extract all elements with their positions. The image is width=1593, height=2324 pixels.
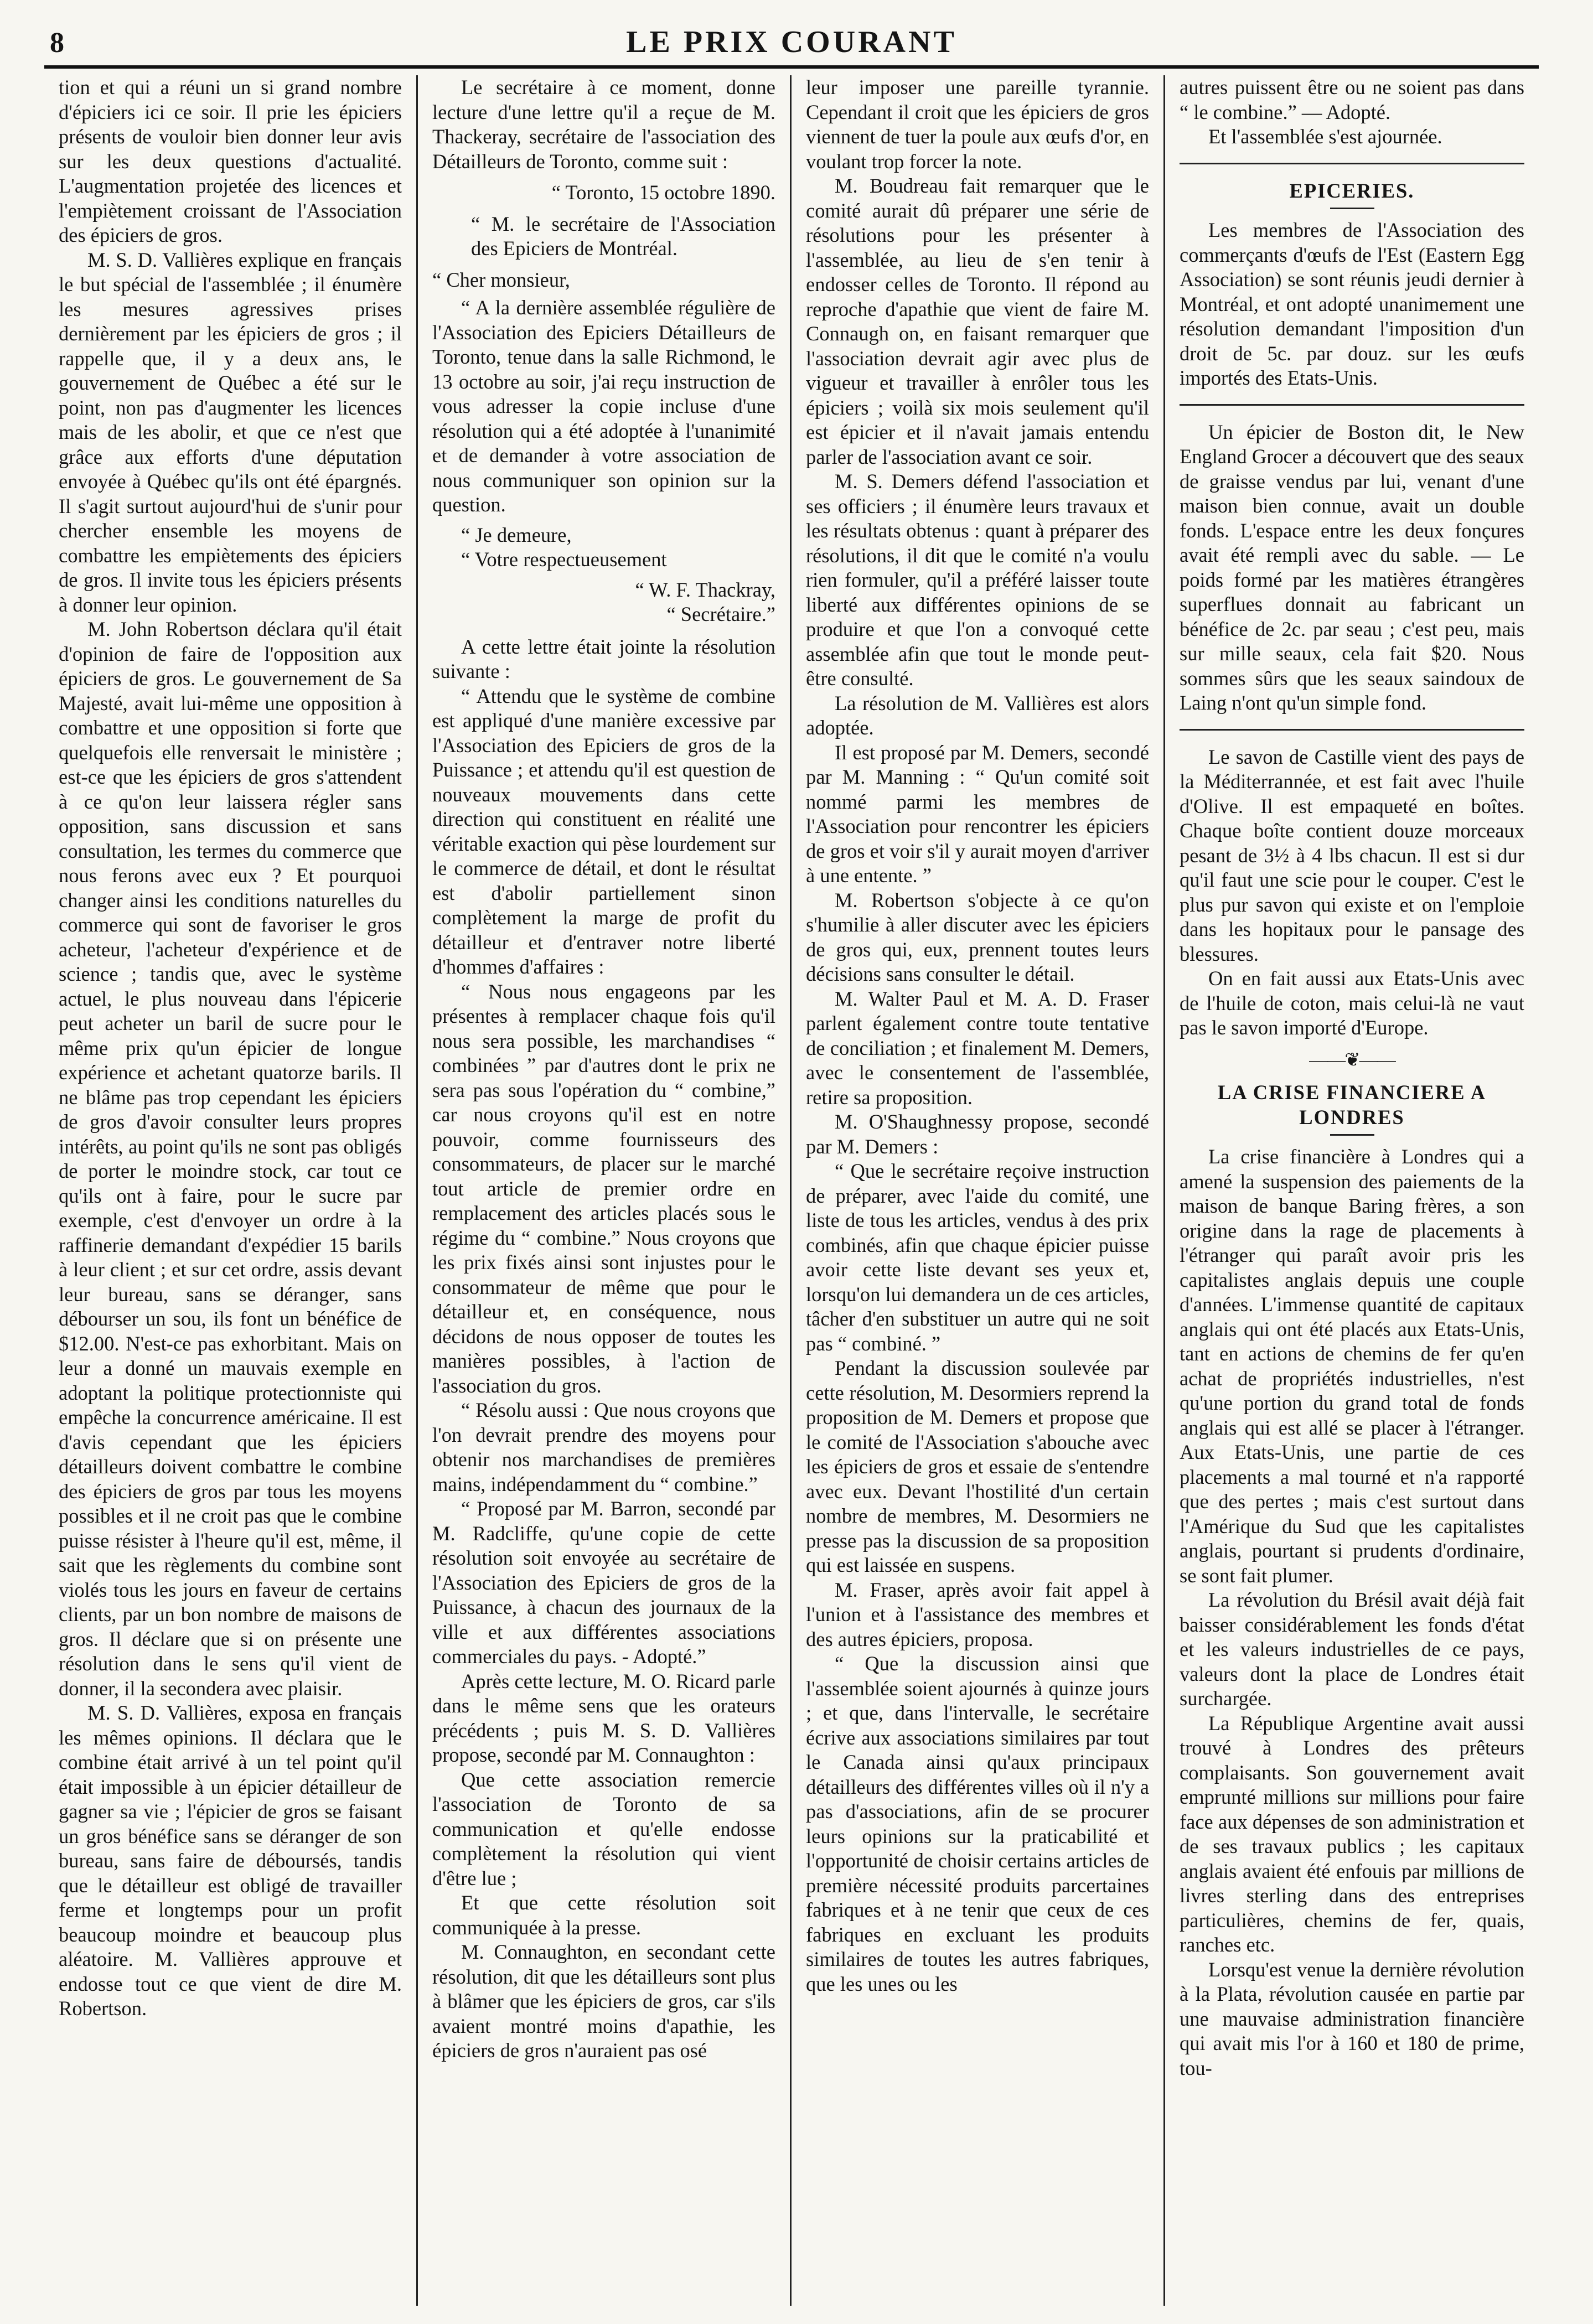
paragraph: Le savon de Castille vient des pays de la Méditerrannée, et est fait avec l'huile d'Olive. Il est empaqueté en boîtes. Chaque boîte contient douze morceaux pesant de 3½ à 4 lbs chacun. Il est si dur qu'il faut une scie pour le couper. C'est le plus pur savon qui existe et on l'emploie dans les hopitaux pour le pansage des blessures. xyxy=(1180,745,1524,965)
paragraph: “ Proposé par M. Barron, secondé par M. Radcliffe, qu'une copie de cette résolution soit envoyée au secrétaire de l'Association des Epiciers de gros de la Puissance, à chacun des journaux de la ville et aux différentes associations commerciales du pays. - Adopté.” xyxy=(432,1497,775,1668)
paragraph: On en fait aussi aux Etats-Unis avec de l'huile de coton, mais celui-là ne vaut pas le savon importé d'Europe. xyxy=(1180,967,1524,1039)
paragraph: autres puissent être ou ne soient pas dans “ le combine.” — Adopté. xyxy=(1180,76,1524,123)
paragraph: Lorsqu'est venue la dernière révolution à la Plata, révolution causée en partie par une mauvaise administration financière qui avait mis l'or à 160 et 180 de prime, tou- xyxy=(1180,1958,1524,2079)
column-3 xyxy=(792,75,1165,2306)
paragraph: M. Walter Paul et M. A. D. Fraser parlent également contre toute tentative de conciliation ; et finalement M. Demers, avec le consentement de l'assemblée, retire sa proposition. xyxy=(806,987,1149,1109)
paragraph: leur imposer une pareille tyrannie. Cependant il croit que les épiciers de gros viennent de tuer la poule aux œufs d'or, en voulant trop forcer la note. xyxy=(806,76,1149,173)
letter-body: “ A la dernière assemblée régulière de l'Association des Epiciers Détailleurs de Toronto, tenue dans la salle Richmond, le 13 octobre au soir, j'ai reçu instruction de vous adresser la copie incluse d'une résolution qui a été adoptée à l'unanimité et de demander à votre association de nous communiquer son opinion sur la question. xyxy=(432,296,775,516)
section-heading-crise: LA CRISE FINANCIERE A LONDRES xyxy=(1217,1081,1487,1129)
paragraph: M. Connaughton, en secondant cette résolution, dit que les détailleurs sont plus à blâmer que les épiciers de gros, car s'ils avaient montré moins d'apathie, les épiciers de gros n'auraient pas osé xyxy=(432,1940,775,2062)
ornament-divider: ——❦—— xyxy=(1309,1049,1395,1070)
letter-closing: “ Je demeure, xyxy=(461,523,572,546)
paragraph: “ Attendu que le système de combine est appliqué d'une manière excessive par l'Association des Epiciers de gros de la Puissance ; et attendu qu'il est question de nouveaux mouvements dans cette direction qui constituent en réalité une véritable exaction qui pèse lourdement sur le commerce de détail, et dont le résultat est d'abolir partiellement sinon complètement la marge de profit du détailleur et d'entraver notre liberté d'hommes d'affaires : xyxy=(432,684,775,978)
letter-closing: “ Votre respectueusement xyxy=(461,548,667,571)
paragraph: M. S. Demers défend l'association et ses officiers ; il énumère leurs travaux et les résultats obtenus : quant à préparer des résolutions, il dit que le comité n'a voulu rien formuler, qu'il a préféré laisser toute liberté aux différentes opinions de se produire et que l'on a convoqué cette assemblée afin que tout le monde peut-être consulté. xyxy=(806,470,1149,690)
paragraph: “ Résolu aussi : Que nous croyons que l'on devrait prendre des moyens pour obtenir nos marchandises de premières mains, indépendamment du “ combine.” xyxy=(432,1399,775,1495)
paragraph: Après cette lecture, M. O. Ricard parle dans le même sens que les orateurs précédents ; puis M. S. D. Vallières propose, secondé par M. Connaughton : xyxy=(432,1669,775,1766)
paragraph: La révolution du Brésil avait déjà fait baisser considérablement les fonds d'état et les valeurs industrielles de ce pays, valeurs dont la place de Londres était surchargée. xyxy=(1180,1588,1524,1710)
paragraph: Un épicier de Boston dit, le New England Grocer a découvert que des seaux de graisse vendus par lui, venant d'une maison bien connue, avait un double fonds. L'espace entre les deux fonçures avait été rempli avec du sable. — Le poids formé par les matières étrangères superflues donnait au fabricant un bénéfice de 2c. par seau ; c'est peu, mais sur mille seaux, cela fait $20. Nous sommes sûrs que les seaux saindoux de Laing n'ont qu'un simple fond. xyxy=(1180,420,1524,714)
letter-address: “ M. le secrétaire de l'Association des Epiciers de Montréal. xyxy=(471,212,775,260)
heading-rule xyxy=(1330,1134,1374,1136)
section-heading-epiceries: EPICERIES. xyxy=(1289,179,1415,202)
letter-signature-title: “ Secrétaire.” xyxy=(666,603,775,625)
paragraph: Et l'assemblée s'est ajournée. xyxy=(1208,125,1442,148)
masthead xyxy=(44,17,1539,61)
paragraph: M. Robertson s'objecte à ce qu'on s'humilie à aller discuter avec les épiciers de gros qui, eux, prennent toutes leurs décisions sans consulter le détail. xyxy=(806,888,1149,985)
column-1 xyxy=(44,75,418,2306)
paragraph: La République Argentine avait aussi trouvé à Londres des prêteurs complaisants. Son gouvernement avait emprunté millions sur millions pour faire face aux dépenses de son administration et de ses travaux publics ; les capitaux anglais avaient été enfouis par millions de livres sterling dans des entreprises particulières, chemins de fer, quais, ranches etc. xyxy=(1180,1711,1524,1956)
letter-dateline: “ Toronto, 15 octobre 1890. xyxy=(551,181,775,204)
paragraph: M. Fraser, après avoir fait appel à l'union et à l'assistance des membres et des autres épiciers, proposa. xyxy=(806,1578,1149,1650)
letter-signature: “ W. F. Thackray, xyxy=(635,578,775,601)
section-divider xyxy=(1180,163,1524,164)
paragraph: tion et qui a réuni un si grand nombre d'épiciers ici ce soir. Il prie les épiciers présents de vouloir bien donner leur avis sur les deux questions d'actualité. L'augmentation projetée des licences et l'empiètement croissant de l'Association des épiciers de gros. xyxy=(59,76,402,246)
paragraph: La crise financière à Londres qui a amené la suspension des paiements de la maison de banque Baring frères, a son origine dans la rage de placements à l'étranger qui paraît avoir pris les capitalistes anglais depuis une couple d'années. L'immense quantité de capitaux anglais qui ont été placés aux Etats-Unis, tant en actions de chemins de fer qu'en achat de propriétés industrielles, n'est qu'une portion du grand total de fonds anglais qui est allé se placer à l'étranger. Aux Etats-Unis, une partie de ces placements a mal tourné et n'a rapporté que des pertes ; mais c'est surtout dans l'Amérique du Sud que les capitalistes anglais, pourtant si prudents d'ordinaire, se sont fait plumer. xyxy=(1180,1145,1524,1587)
paragraph: M. John Robertson déclara qu'il était d'opinion de faire de l'opposition aux épiciers de gros. Le gouvernement de Sa Majesté, avait lui-même une opposition à combattre et une opposition si forte que quelquefois elle renversait le ministère ; est-ce que les épiciers de gros s'attendent à ce qu'on leur laissera régler sans opposition, sans discussion et sans consultation, les termes du commerce que nous ferons avec eux ? Et pourquoi changer ainsi les conditions naturelles du commerce qui sont de favoriser le gros acheteur, l'acheteur d'expérience et de science ; tandis que, avec le système actuel, le plus nouveau dans l'épicerie peut acheter un baril de sucre pour le même prix qu'un épicier de longue expérience et achetant quatorze barils. Il ne blâme pas trop cependant les épiciers de gros d'avoir consulter leurs propres intérêts, au point qu'ils ne sont pas obligés de porter le moindre stock, car tout ce qu'ils ont à faire, pour le sucre par exemple, c'est d'envoyer un ordre à la raffinerie demandant d'expédier 15 barils à leur client ; et sur cet ordre, assis devant leur bureau, sans se déranger, sans débourser un sou, ils font un bénéfice de $12.00. N'est-ce pas exhorbitant. Mais on leur a donné un mauvais exemple en adoptant la politique protectionniste qui empêche la concurrence américaine. Il est d'avis cependant que les épiciers détailleurs doivent combattre le combine des épiciers de gros par tous les moyens possibles et il ne croit pas que le combine puisse résister à l'heure qu'il est, même, il sait que les règlements du combine sont violés tous les jours en faveur de certains clients, par un bon nombre de maisons de gros. Il déclare que si on présente une résolution dans le sens qu'il vient de donner, il la secondera avec plaisir. xyxy=(59,618,402,1700)
paragraph: M. Boudreau fait remarquer que le comité aurait dû préparer une série de résolutions pour les présenter à l'assemblée, au lieu de s'en tenir à endosser celles de Toronto. Il répond au reproche d'apathie que vient de faire M. Connaugh on, en faisant remarquer que l'association devrait agir avec plus de vigueur et travailler à enrôler tous les épiciers ; voilà six mois seulement qu'il est épicier et il n'avait jamais entendu parler de l'association avant ce soir. xyxy=(806,174,1149,468)
column-4 xyxy=(1165,75,1539,2306)
paragraph: Que cette association remercie l'association de Toronto de sa communication et qu'elle endosse complètement la résolution qui vient d'être lue ; xyxy=(432,1768,775,1890)
paragraph: “ Que la discussion ainsi que l'assemblée soient ajournés à quinze jours ; et que, dans l'intervalle, le secrétaire écrive aux associations similaires par tout le Canada ainsi qu'aux principaux détailleurs des différentes villes où il n'y a pas d'associations, afin de se procurer leurs opinions sur la praticabilité et l'opportunité de choisir certains articles de première nécessité produits parcertaines fabriques et à ne tenir que ceux de ces fabriques en excluant les produits similaires de toutes les autres fabriques, que les unes ou les xyxy=(806,1652,1149,1995)
paragraph: M. S. D. Vallières, exposa en français les mêmes opinions. Il déclara que le combine était arrivé à un tel point qu'il était impossible à un épicier détailleur de gagner sa vie ; l'épicier de gros se faisant un gros bénéfice sans se déranger de son bureau, sans faire de déboursés, tandis que le détailleur est obligé de travailler ferme et longtemps pour un profit beaucoup moindre et beaucoup plus aléatoire. M. Vallières approuve et endosse tout ce que vient de dire M. Robertson. xyxy=(59,1701,402,2020)
page-number: 8 xyxy=(50,27,64,59)
heading-rule xyxy=(1330,208,1374,209)
column-2 xyxy=(418,75,792,2306)
paragraph: M. S. D. Vallières explique en français le but spécial de l'assemblée ; il énumère les mesures agressives prises dernièrement par les épiciers de gros ; il rappelle que, il y a deux ans, le gouvernement de Québec a été sur le point, non pas d'augmenter les licences mais de les abolir, et que ce n'est que grâce aux efforts d'une députation envoyée à Québec qu'ils ont été épargnés. Il s'agit surtout aujourd'hui de s'unir pour chercher ensemble les moyens de combattre les empiètements des épiciers de gros. Il invite tous les épiciers présents à donner leur opinion. xyxy=(59,248,402,616)
paragraph: Le secrétaire à ce moment, donne lecture d'une lettre qu'il a reçue de M. Thackeray, secrétaire de l'association des Détailleurs de Toronto, comme suit : xyxy=(432,76,775,173)
section-divider xyxy=(1180,404,1524,406)
paragraph: Il est proposé par M. Demers, secondé par M. Manning : “ Qu'un comité soit nommé parmi les membres de l'Association pour rencontrer les épiciers de gros et voir s'il y aurait moyen d'arriver à une entente. ” xyxy=(806,741,1149,887)
paragraph: La résolution de M. Vallières est alors adoptée. xyxy=(806,691,1149,739)
article-columns xyxy=(44,75,1539,2306)
section-divider xyxy=(1180,729,1524,731)
paragraph: M. O'Shaughnessy propose, secondé par M. Demers : xyxy=(806,1110,1149,1158)
newspaper-title: LE PRIX COURANT xyxy=(626,25,957,59)
paragraph: Et que cette résolution soit communiquée à la presse. xyxy=(432,1891,775,1939)
paragraph: A cette lettre était jointe la résolution suivante : xyxy=(432,635,775,682)
paragraph: “ Que le secrétaire reçoive instruction de préparer, avec l'aide du comité, une liste de tous les articles, vendus à des prix combinés, afin que chaque épicier puisse avoir cette liste devant ses yeux et, lorsqu'on lui demandera un de ces articles, tâcher d'en substituer un autre qui ne soit pas “ combiné. ” xyxy=(806,1160,1149,1355)
paragraph: Les membres de l'Association des commerçants d'œufs de l'Est (Eastern Egg Association) se sont réunis jeudi dernier à Montréal, et ont adopté unanimement une résolution demandant l'imposition d'un droit de 5c. par douz. sur les œufs importés des Etats-Unis. xyxy=(1180,219,1524,389)
masthead-rule xyxy=(44,65,1539,69)
paragraph: “ Nous nous engageons par les présentes à remplacer chaque fois qu'il nous sera possible, les marchandises “ combinées ” par d'autres dont le prix ne sera pas sous l'opération du “ combine,” car nous croyons qu'il est en notre pouvoir, comme fournisseurs des consommateurs, de placer sur le marché tout article de premier ordre en remplacement des articles placés sous le régime du “ combine.” Nous croyons que les prix fixés ainsi sont injustes pour le consommateur de même que pour le détailleur et, en conséquence, nous décidons de nous opposer de toutes les manières possibles, à l'action de l'association du gros. xyxy=(432,980,775,1397)
letter-salutation: “ Cher monsieur, xyxy=(432,268,570,291)
paragraph: Pendant la discussion soulevée par cette résolution, M. Desormiers reprend la proposition de M. Demers et propose que le comité de l'Association s'abouche avec les épiciers de gros et essaie de s'entendre avec eux. Devant l'hostilité d'un certain nombre de membres, M. Desormiers ne presse pas la discussion de sa proposition qui est laissée en suspens. xyxy=(806,1357,1149,1576)
